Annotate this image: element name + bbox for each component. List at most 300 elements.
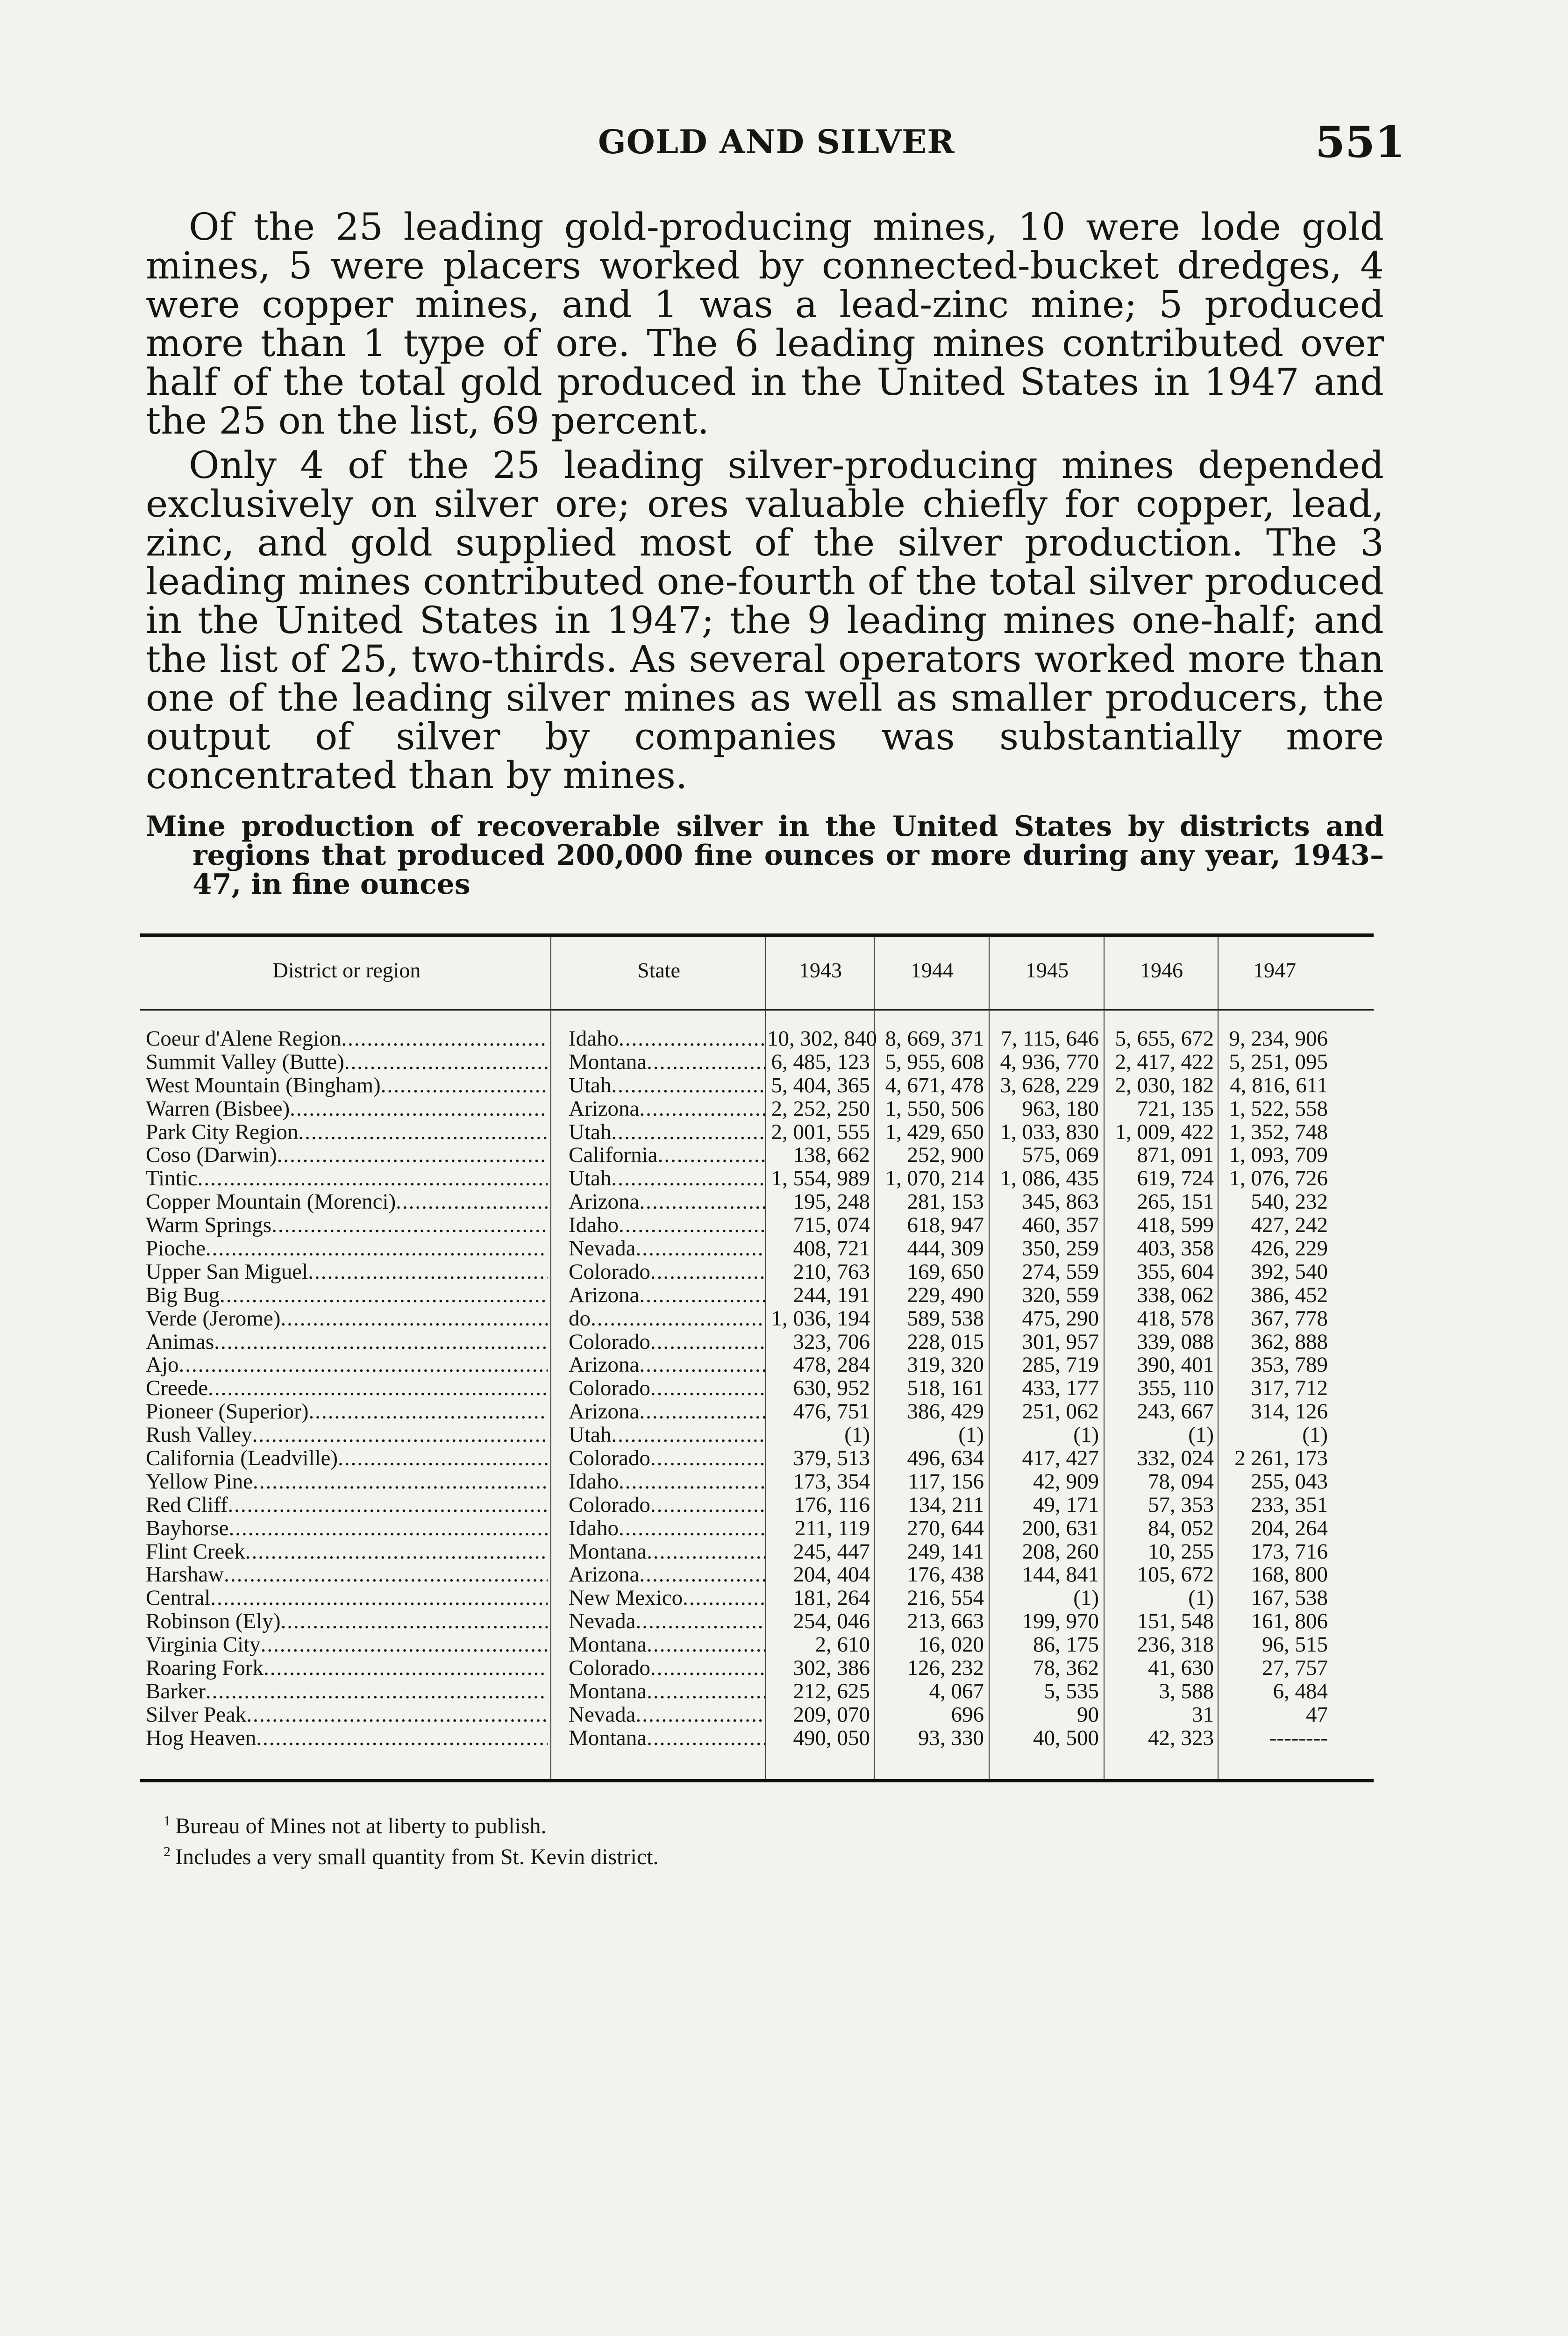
cell-1946-text: 105, 672 [1137, 1562, 1214, 1587]
table-row [146, 1517, 1375, 1540]
cell-1945 [987, 1143, 1099, 1167]
cell-1946 [1103, 1050, 1214, 1074]
cell-1946-text: 1, 009, 422 [1115, 1119, 1214, 1144]
cell-1947 [1217, 1237, 1328, 1260]
cell-1944-text: 618, 947 [907, 1213, 984, 1238]
cell-1945 [987, 1074, 1099, 1097]
cell-1943-text: 176, 116 [794, 1492, 870, 1517]
cell-district-text: Bayhorse [146, 1516, 229, 1540]
cell-1945 [987, 1423, 1099, 1446]
cell-1944 [874, 1353, 984, 1376]
cell-1944 [874, 1517, 984, 1540]
cell-district [146, 1586, 548, 1610]
cell-1943-text: 5, 404, 365 [771, 1073, 870, 1097]
cell-1947-text: 173, 716 [1251, 1539, 1328, 1564]
cell-district-text: Warm Springs [146, 1213, 272, 1237]
cell-1945 [987, 1446, 1099, 1470]
column-header-1945: 1945 [1026, 958, 1069, 982]
cell-1943 [767, 1563, 870, 1586]
cell-1945 [987, 1283, 1099, 1307]
cell-1943 [767, 1446, 870, 1470]
table-row [146, 1586, 1375, 1610]
cell-1944-text: 216, 554 [907, 1586, 984, 1610]
table-row [146, 1540, 1375, 1563]
cell-state-text: Arizona [569, 1353, 640, 1377]
cell-1944 [874, 1376, 984, 1400]
cell-1945-text: 208, 260 [1022, 1539, 1099, 1564]
cell-1946-text: 418, 599 [1137, 1213, 1214, 1238]
cell-1944 [874, 1190, 984, 1213]
cell-1944 [874, 1493, 984, 1517]
cell-1945-text: 274, 559 [1022, 1259, 1099, 1284]
cell-1947 [1217, 1470, 1328, 1493]
cell-1943 [767, 1074, 870, 1097]
cell-1943 [767, 1376, 870, 1400]
cell-district-text: Coeur d'Alene Region [146, 1027, 342, 1050]
cell-1945-text: 433, 177 [1022, 1376, 1099, 1401]
cell-1947 [1217, 1353, 1328, 1376]
cell-1946-text: 871, 091 [1137, 1143, 1214, 1168]
cell-1946 [1103, 1190, 1214, 1213]
cell-1945 [987, 1633, 1099, 1656]
cell-1945 [987, 1260, 1099, 1283]
cell-1945 [987, 1470, 1099, 1493]
cell-1945 [987, 1493, 1099, 1517]
cell-state-text: New Mexico [569, 1586, 683, 1610]
cell-district-text: Coso (Darwin) [146, 1143, 277, 1167]
cell-1947-text: 1, 522, 558 [1229, 1096, 1328, 1121]
column-header-1944: 1944 [911, 958, 954, 982]
cell-district-text: Big Bug [146, 1283, 220, 1307]
cell-1944-text: 228, 015 [907, 1329, 984, 1354]
cell-1943 [767, 1470, 870, 1493]
cell-1944-text: 496, 634 [907, 1446, 984, 1471]
cell-state-text: Montana [569, 1539, 647, 1563]
table-row [146, 1423, 1375, 1446]
cell-state [569, 1540, 765, 1563]
cell-1947-text: (1) [1302, 1423, 1328, 1447]
cell-1947-text: 426, 229 [1251, 1236, 1328, 1261]
cell-1947-text: -------- [1269, 1725, 1328, 1750]
cell-1947 [1217, 1283, 1328, 1307]
footnote-mark: 1 [164, 1813, 171, 1829]
cell-district [146, 1213, 548, 1237]
cell-1944 [874, 1237, 984, 1260]
cell-1943-text: 323, 706 [793, 1329, 870, 1354]
cell-1947-text: 362, 888 [1251, 1329, 1328, 1354]
cell-1946 [1103, 1680, 1214, 1703]
cell-1944 [874, 1097, 984, 1120]
cell-1943-text: 379, 513 [793, 1446, 870, 1471]
cell-1943-text: 181, 264 [793, 1586, 870, 1610]
cell-1945 [987, 1376, 1099, 1400]
cell-state-text: Montana [569, 1679, 647, 1703]
cell-1944 [874, 1400, 984, 1423]
cell-1946-text: 619, 724 [1137, 1166, 1214, 1191]
cell-state [569, 1074, 765, 1097]
cell-1943 [767, 1656, 870, 1680]
cell-1943 [767, 1423, 870, 1446]
cell-1946 [1103, 1143, 1214, 1167]
cell-1945 [987, 1330, 1099, 1353]
cell-1947 [1217, 1563, 1328, 1586]
cell-1947-text: 161, 806 [1251, 1609, 1328, 1634]
cell-state-text: Idaho [569, 1516, 619, 1540]
cell-1947-text: 353, 789 [1251, 1353, 1328, 1377]
table-row [146, 1633, 1375, 1656]
cell-1945-text: 40, 500 [1033, 1725, 1099, 1750]
cell-1943-text: 302, 386 [793, 1656, 870, 1681]
cell-1947 [1217, 1446, 1328, 1470]
cell-1944-text: 4, 671, 478 [885, 1073, 984, 1097]
cell-1944 [874, 1633, 984, 1656]
cell-1943 [767, 1307, 870, 1330]
cell-1947 [1217, 1680, 1328, 1703]
cell-1946-text: 84, 052 [1148, 1516, 1214, 1540]
cell-state [569, 1213, 765, 1237]
cell-1943-text: 408, 721 [793, 1236, 870, 1261]
cell-1944 [874, 1027, 984, 1050]
cell-1946 [1103, 1517, 1214, 1540]
cell-district [146, 1400, 548, 1423]
cell-1945-text: (1) [1073, 1423, 1099, 1447]
cell-1944 [874, 1703, 984, 1726]
cell-1944-text: 213, 663 [907, 1609, 984, 1634]
cell-state-text: Arizona [569, 1400, 640, 1424]
table-row [146, 1446, 1375, 1470]
cell-1947 [1217, 1097, 1328, 1120]
cell-state [569, 1307, 765, 1330]
cell-1943-text: 2, 610 [815, 1632, 870, 1657]
cell-1944-text: 444, 309 [907, 1236, 984, 1261]
cell-1947-text: 5, 251, 095 [1229, 1049, 1328, 1074]
table-row [146, 1330, 1375, 1353]
cell-1946 [1103, 1400, 1214, 1423]
cell-1946 [1103, 1633, 1214, 1656]
cell-1947 [1217, 1050, 1328, 1074]
cell-1944 [874, 1120, 984, 1144]
cell-state-text: Montana [569, 1050, 647, 1074]
cell-1945 [987, 1027, 1099, 1050]
cell-district [146, 1190, 548, 1213]
cell-1945-text: 144, 841 [1022, 1562, 1099, 1587]
cell-1945 [987, 1540, 1099, 1563]
cell-1946 [1103, 1167, 1214, 1190]
cell-1947 [1217, 1586, 1328, 1610]
column-header-1943: 1943 [799, 958, 842, 982]
cell-1944-text: 93, 330 [918, 1725, 984, 1750]
table-row [146, 1703, 1375, 1726]
column-header-state: State [637, 958, 680, 982]
cell-1943 [767, 1610, 870, 1633]
cell-1944-text: 4, 067 [929, 1679, 984, 1703]
cell-state-text: Colorado [569, 1656, 650, 1680]
cell-district-text: Animas [146, 1330, 214, 1353]
cell-1943 [767, 1586, 870, 1610]
cell-state-text: Montana [569, 1726, 647, 1750]
cell-state-text: Colorado [569, 1376, 650, 1400]
table-row [146, 1726, 1375, 1750]
table-row [146, 1143, 1375, 1167]
table-row [146, 1376, 1375, 1400]
cell-1945 [987, 1097, 1099, 1120]
cell-1946-text: 243, 667 [1137, 1399, 1214, 1424]
cell-district [146, 1260, 548, 1283]
cell-1943-text: 2, 001, 555 [771, 1119, 870, 1144]
cell-1944-text: 16, 020 [918, 1632, 984, 1657]
cell-1945-text: 350, 259 [1022, 1236, 1099, 1261]
cell-1947 [1217, 1260, 1328, 1283]
cell-state [569, 1703, 765, 1726]
cell-1947 [1217, 1213, 1328, 1237]
cell-state-text: Colorado [569, 1260, 650, 1283]
cell-1947-text: 255, 043 [1251, 1469, 1328, 1494]
cell-district-text: California (Leadville) [146, 1446, 338, 1470]
cell-state [569, 1470, 765, 1493]
cell-1945-text: 575, 069 [1022, 1143, 1099, 1168]
footnote-text: Bureau of Mines not at liberty to publish. [175, 1814, 547, 1838]
cell-1943-text: 244, 191 [793, 1282, 870, 1307]
cell-1945 [987, 1307, 1099, 1330]
cell-district [146, 1167, 548, 1190]
cell-1944 [874, 1540, 984, 1563]
cell-state-text: Utah [569, 1120, 612, 1144]
cell-district-text: Roaring Fork [146, 1656, 264, 1680]
cell-1946 [1103, 1540, 1214, 1563]
cell-state [569, 1330, 765, 1353]
table-row [146, 1400, 1375, 1423]
cell-district [146, 1050, 548, 1074]
cell-1946 [1103, 1213, 1214, 1237]
table-row [146, 1307, 1375, 1330]
cell-1944-text: 249, 141 [907, 1539, 984, 1564]
footnote-text: Includes a very small quantity from St. Kevin district. [175, 1845, 659, 1869]
cell-1947-text: 204, 264 [1251, 1516, 1328, 1540]
cell-state [569, 1097, 765, 1120]
cell-district-text: Warren (Bisbee) [146, 1097, 290, 1120]
cell-1944 [874, 1610, 984, 1633]
cell-1943-text: 211, 119 [794, 1516, 870, 1540]
table-row [146, 1120, 1375, 1144]
cell-1944 [874, 1050, 984, 1074]
cell-1946-text: 151, 548 [1137, 1609, 1214, 1634]
cell-1943 [767, 1283, 870, 1307]
cell-state [569, 1237, 765, 1260]
table-caption: Mine production of recoverable silver in the United States by districts and regions that produced 200,000 fine ounces or more during any year, 1943–47, in fine ounces [146, 810, 1384, 901]
cell-state [569, 1120, 765, 1144]
cell-1946-text: 78, 094 [1148, 1469, 1214, 1494]
cell-district [146, 1540, 548, 1563]
cell-1946-text: 41, 630 [1148, 1656, 1214, 1681]
cell-state [569, 1050, 765, 1074]
cell-state-text: Colorado [569, 1493, 650, 1517]
cell-1946-text: 265, 151 [1137, 1189, 1214, 1214]
cell-1945 [987, 1610, 1099, 1633]
cell-1945-text: 200, 631 [1022, 1516, 1099, 1540]
cell-1945 [987, 1656, 1099, 1680]
cell-1944-text: 169, 650 [907, 1259, 984, 1284]
cell-state-text: Arizona [569, 1283, 640, 1307]
cell-district [146, 1680, 548, 1703]
table-row [146, 1470, 1375, 1493]
cell-1946-text: 390, 401 [1137, 1353, 1214, 1377]
cell-1944 [874, 1726, 984, 1750]
cell-1943-text: 1, 036, 194 [771, 1306, 870, 1331]
cell-1946 [1103, 1283, 1214, 1307]
cell-1946-text: 5, 655, 672 [1115, 1026, 1214, 1051]
cell-state [569, 1283, 765, 1307]
cell-1946 [1103, 1423, 1214, 1446]
cell-state-text: Utah [569, 1423, 612, 1447]
cell-1943-text: 212, 625 [793, 1679, 870, 1703]
cell-1946-text: (1) [1188, 1586, 1214, 1610]
cell-1946-text: 355, 604 [1137, 1259, 1214, 1284]
cell-state [569, 1167, 765, 1190]
cell-state [569, 1563, 765, 1586]
cell-district [146, 1633, 548, 1656]
cell-district [146, 1517, 548, 1540]
cell-1944-text: 1, 429, 650 [885, 1119, 984, 1144]
cell-1943 [767, 1353, 870, 1376]
cell-district-text: Flint Creek [146, 1539, 245, 1563]
cell-1944 [874, 1167, 984, 1190]
table-top-rule [140, 933, 1374, 937]
table-row [146, 1493, 1375, 1517]
cell-district [146, 1330, 548, 1353]
cell-1947-text: 392, 540 [1251, 1259, 1328, 1284]
cell-1943-text: 210, 763 [793, 1259, 870, 1284]
cell-state [569, 1517, 765, 1540]
cell-1943 [767, 1097, 870, 1120]
cell-state [569, 1493, 765, 1517]
table-row [146, 1074, 1375, 1097]
cell-1944-text: 589, 538 [907, 1306, 984, 1331]
cell-1945-text: 301, 957 [1022, 1329, 1099, 1354]
cell-1943 [767, 1167, 870, 1190]
cell-1943-text: 6, 485, 123 [771, 1049, 870, 1074]
cell-1944 [874, 1260, 984, 1283]
cell-1947 [1217, 1190, 1328, 1213]
cell-state-text: Arizona [569, 1563, 640, 1587]
cell-1944 [874, 1656, 984, 1680]
cell-1945-text: 320, 559 [1022, 1282, 1099, 1307]
cell-1943-text: 209, 070 [793, 1702, 870, 1727]
cell-1945 [987, 1517, 1099, 1540]
cell-state-text: Montana [569, 1633, 647, 1657]
cell-state [569, 1376, 765, 1400]
cell-1946 [1103, 1470, 1214, 1493]
cell-state [569, 1143, 765, 1167]
cell-1945-text: 42, 909 [1033, 1469, 1099, 1494]
cell-1943-text: 204, 404 [793, 1562, 870, 1587]
cell-1947-text: 47 [1306, 1702, 1328, 1727]
cell-district [146, 1353, 548, 1376]
cell-1943-text: 1, 554, 989 [771, 1166, 870, 1191]
cell-1945-text: 460, 357 [1022, 1213, 1099, 1238]
cell-1947-text: 9, 234, 906 [1229, 1026, 1328, 1051]
cell-1946 [1103, 1563, 1214, 1586]
cell-1944-text: 386, 429 [907, 1399, 984, 1424]
cell-1946 [1103, 1097, 1214, 1120]
cell-1946 [1103, 1074, 1214, 1097]
cell-state [569, 1726, 765, 1750]
cell-1945-text: 251, 062 [1022, 1399, 1099, 1424]
cell-1946 [1103, 1446, 1214, 1470]
table-row [146, 1190, 1375, 1213]
cell-1946-text: 338, 062 [1137, 1282, 1214, 1307]
cell-1945-text: 5, 535 [1044, 1679, 1099, 1703]
cell-district [146, 1446, 548, 1470]
cell-1947 [1217, 1307, 1328, 1330]
cell-district-text: Virginia City [146, 1633, 261, 1657]
cell-1947-text: 96, 515 [1262, 1632, 1328, 1657]
cell-1944-text: 252, 900 [907, 1143, 984, 1168]
column-header-district: District or region [272, 958, 421, 982]
cell-state [569, 1260, 765, 1283]
cell-district [146, 1376, 548, 1400]
table-row [146, 1097, 1375, 1120]
cell-1943 [767, 1330, 870, 1353]
footnotes [164, 1808, 658, 1870]
cell-1944 [874, 1143, 984, 1167]
cell-1945-text: 78, 362 [1033, 1656, 1099, 1681]
cell-1947 [1217, 1330, 1328, 1353]
cell-district-text: Barker [146, 1679, 206, 1703]
cell-1945 [987, 1120, 1099, 1144]
cell-1943 [767, 1540, 870, 1563]
cell-1943 [767, 1493, 870, 1517]
cell-1946 [1103, 1307, 1214, 1330]
cell-1945 [987, 1190, 1099, 1213]
cell-1947-text: 4, 816, 611 [1230, 1073, 1328, 1097]
cell-district-text: Park City Region [146, 1120, 299, 1144]
cell-1947 [1217, 1703, 1328, 1726]
cell-state [569, 1353, 765, 1376]
cell-1947-text: 2 261, 173 [1234, 1446, 1328, 1471]
cell-1943 [767, 1026, 877, 1051]
cell-district [146, 1610, 548, 1633]
cell-1943-text: 195, 248 [793, 1189, 870, 1214]
cell-1944 [874, 1074, 984, 1097]
cell-1947 [1217, 1074, 1328, 1097]
cell-1945 [987, 1586, 1099, 1610]
cell-district [146, 1726, 548, 1750]
cell-1947-text: 168, 800 [1251, 1562, 1328, 1587]
cell-1946-text: 355, 110 [1138, 1376, 1214, 1401]
cell-district-text: Pioche [146, 1237, 206, 1261]
cell-1945-text: 417, 427 [1022, 1446, 1099, 1471]
cell-1946-text: 403, 358 [1137, 1236, 1214, 1261]
cell-1945-text: 90 [1077, 1702, 1099, 1727]
column-header-1947: 1947 [1253, 958, 1296, 982]
cell-district-text: West Mountain (Bingham) [146, 1073, 381, 1097]
cell-1944 [874, 1330, 984, 1353]
cell-state-text: Utah [569, 1167, 612, 1190]
cell-1943-text: 478, 284 [793, 1353, 870, 1377]
cell-1947 [1217, 1423, 1328, 1446]
cell-1943 [767, 1260, 870, 1283]
cell-1945-text: 1, 033, 830 [1000, 1119, 1099, 1144]
cell-1943-text: 245, 447 [793, 1539, 870, 1564]
cell-1945 [987, 1726, 1099, 1750]
cell-state-text: Colorado [569, 1330, 650, 1353]
cell-1947 [1217, 1517, 1328, 1540]
cell-1945-text: 3, 628, 229 [1000, 1073, 1099, 1097]
cell-1947 [1217, 1610, 1328, 1633]
cell-1944-text: 319, 320 [907, 1353, 984, 1377]
cell-district [146, 1120, 548, 1144]
cell-1944-text: 281, 153 [907, 1189, 984, 1214]
